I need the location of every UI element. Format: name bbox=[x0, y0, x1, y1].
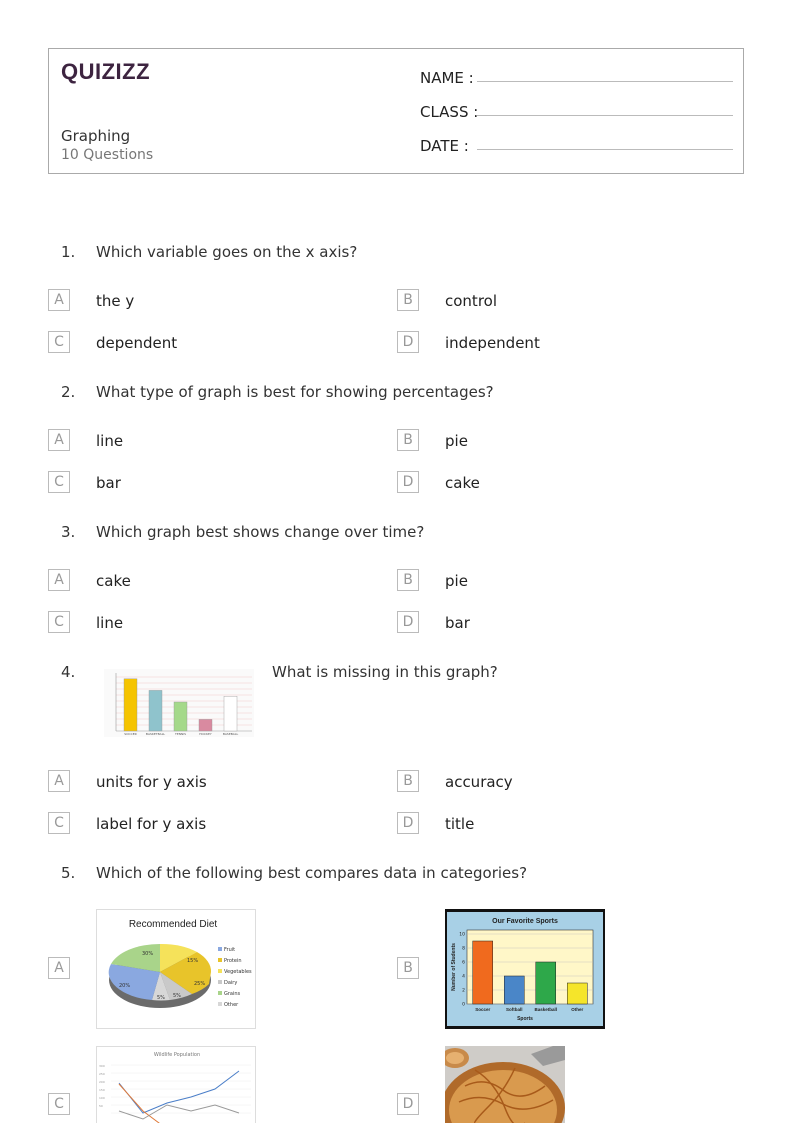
bar-y-tick: 4 bbox=[462, 974, 465, 980]
question-number: 5. bbox=[61, 864, 76, 882]
quizizz-logo: QUIZIZZ bbox=[61, 59, 151, 84]
sports-bar bbox=[567, 983, 587, 1004]
option-badge[interactable]: A bbox=[48, 289, 70, 311]
svg-text:200: 200 bbox=[99, 1080, 105, 1084]
svg-text:150: 150 bbox=[99, 1088, 105, 1092]
class-line bbox=[477, 115, 733, 116]
line-chart-title: Wildlife Population bbox=[153, 1052, 201, 1058]
question-count: 10 Questions bbox=[61, 147, 154, 163]
option-badge[interactable]: D bbox=[397, 1093, 419, 1115]
bar-y-tick: 10 bbox=[459, 932, 465, 938]
question-text: Which graph best shows change over time? bbox=[96, 523, 425, 541]
pie-legend-item: Other bbox=[224, 1002, 239, 1008]
option-badge[interactable]: D bbox=[397, 611, 419, 633]
q4-graph-svg bbox=[104, 669, 254, 737]
pie-chart-image[interactable] bbox=[96, 909, 256, 1029]
option-text[interactable]: cake bbox=[96, 572, 131, 590]
svg-text:50: 50 bbox=[99, 1104, 103, 1108]
favorite-sports-bar-chart-image[interactable] bbox=[445, 909, 605, 1029]
option-text[interactable]: independent bbox=[445, 334, 540, 352]
bar-y-tick: 2 bbox=[462, 988, 465, 994]
option-text[interactable]: accuracy bbox=[445, 773, 513, 791]
option-badge[interactable]: B bbox=[397, 770, 419, 792]
svg-text:300: 300 bbox=[99, 1064, 105, 1068]
option-text[interactable]: control bbox=[445, 292, 497, 310]
pie-label: 5% bbox=[173, 993, 181, 999]
name-field[interactable] bbox=[420, 69, 474, 87]
line-chart-svg bbox=[97, 1047, 255, 1123]
question-number: 1. bbox=[61, 243, 76, 261]
pie-legend-item: Vegetables bbox=[224, 969, 252, 975]
worksheet-header bbox=[48, 48, 744, 174]
pie-label: 5% bbox=[157, 995, 165, 1001]
pie-label: 15% bbox=[187, 958, 199, 964]
date-field[interactable] bbox=[420, 137, 469, 155]
option-text[interactable]: bar bbox=[96, 474, 121, 492]
option-text[interactable]: bar bbox=[445, 614, 470, 632]
pie-legend-item: Protein bbox=[224, 958, 242, 964]
q4-bar bbox=[199, 719, 212, 731]
worksheet-title: Graphing bbox=[61, 127, 131, 145]
pie-chart-svg bbox=[97, 910, 255, 1028]
option-badge[interactable]: A bbox=[48, 957, 70, 979]
bar-category-label: Softball bbox=[506, 1007, 523, 1012]
bar-y-tick: 8 bbox=[462, 946, 465, 952]
option-text[interactable]: pie bbox=[445, 432, 468, 450]
question-text: Which of the following best compares data in categories? bbox=[96, 864, 528, 882]
bar-category-label: Soccer bbox=[475, 1007, 491, 1012]
bar-category-label: Basketball bbox=[534, 1007, 558, 1012]
bar-chart-xlabel: Sports bbox=[517, 1016, 533, 1022]
svg-text:250: 250 bbox=[99, 1072, 105, 1076]
pie-title: Recommended Diet bbox=[128, 919, 218, 930]
missing-label-bar-graph-image bbox=[104, 669, 254, 737]
option-text[interactable]: dependent bbox=[96, 334, 178, 352]
option-badge[interactable]: B bbox=[397, 957, 419, 979]
option-badge[interactable]: A bbox=[48, 429, 70, 451]
option-badge[interactable]: D bbox=[397, 331, 419, 353]
class-field[interactable] bbox=[420, 103, 478, 121]
option-badge[interactable]: C bbox=[48, 812, 70, 834]
option-badge[interactable]: D bbox=[397, 812, 419, 834]
pie-legend-item: Dairy bbox=[224, 980, 238, 986]
option-badge[interactable]: C bbox=[48, 471, 70, 493]
sports-bar bbox=[504, 976, 524, 1004]
option-badge[interactable]: B bbox=[397, 569, 419, 591]
option-badge[interactable]: C bbox=[48, 611, 70, 633]
q4-bar bbox=[124, 679, 137, 731]
q4-bar bbox=[224, 696, 237, 731]
pie-slices bbox=[109, 944, 211, 1000]
pie-label: 25% bbox=[194, 981, 206, 987]
option-text[interactable]: label for y axis bbox=[96, 815, 207, 833]
bar-chart-title: Our Favorite Sports bbox=[492, 918, 558, 925]
question-text: Which variable goes on the x axis? bbox=[96, 243, 358, 261]
bar-y-tick: 0 bbox=[462, 1002, 465, 1008]
q4-category-label: TENNIS bbox=[174, 732, 187, 736]
svg-text:100: 100 bbox=[99, 1096, 105, 1100]
bar-y-tick: 6 bbox=[462, 960, 465, 966]
q4-category-label: HOCKEY bbox=[199, 732, 212, 736]
bar-category-label: Other bbox=[571, 1007, 584, 1012]
option-text[interactable]: the y bbox=[96, 292, 135, 310]
name-line bbox=[477, 81, 733, 82]
option-text[interactable]: line bbox=[96, 614, 124, 632]
pie-label: 20% bbox=[119, 983, 131, 989]
question-number: 2. bbox=[61, 383, 76, 401]
option-badge[interactable]: A bbox=[48, 569, 70, 591]
q4-category-label: SOCCER bbox=[124, 732, 137, 736]
option-text[interactable]: title bbox=[445, 815, 475, 833]
pie-legend-item: Fruit bbox=[224, 947, 236, 953]
question-number: 3. bbox=[61, 523, 76, 541]
date-line bbox=[477, 149, 733, 150]
baked-pie-svg bbox=[445, 1046, 565, 1123]
pie-label: 30% bbox=[142, 951, 154, 957]
class-label: CLASS : bbox=[420, 103, 479, 121]
bar-chart-ylabel: Number of Students bbox=[451, 943, 457, 991]
q4-category-label: BASKETBALL bbox=[145, 732, 166, 736]
sports-bar bbox=[473, 941, 493, 1004]
question-text: What is missing in this graph? bbox=[272, 663, 498, 681]
sports-bar bbox=[536, 962, 556, 1004]
option-badge[interactable]: C bbox=[48, 331, 70, 353]
q4-bar bbox=[149, 690, 162, 731]
name-label: NAME : bbox=[420, 69, 474, 87]
baked-pie-photo[interactable] bbox=[445, 1046, 565, 1123]
option-text[interactable]: pie bbox=[445, 572, 468, 590]
question-number: 4. bbox=[61, 663, 76, 681]
q4-bar bbox=[174, 702, 187, 731]
option-text[interactable]: cake bbox=[445, 474, 480, 492]
line-chart-image[interactable] bbox=[96, 1046, 256, 1123]
option-badge[interactable]: C bbox=[48, 1093, 70, 1115]
date-label: DATE : bbox=[420, 137, 469, 155]
question-text: What type of graph is best for showing percentages? bbox=[96, 383, 494, 401]
pie-legend-item: Grains bbox=[224, 991, 241, 997]
option-badge[interactable]: B bbox=[397, 289, 419, 311]
option-text[interactable]: line bbox=[96, 432, 124, 450]
option-badge[interactable]: D bbox=[397, 471, 419, 493]
bar-chart-svg bbox=[445, 909, 605, 1029]
option-badge[interactable]: B bbox=[397, 429, 419, 451]
option-badge[interactable]: A bbox=[48, 770, 70, 792]
q4-category-label: BASEBALL bbox=[222, 732, 239, 736]
option-text[interactable]: units for y axis bbox=[96, 773, 207, 791]
